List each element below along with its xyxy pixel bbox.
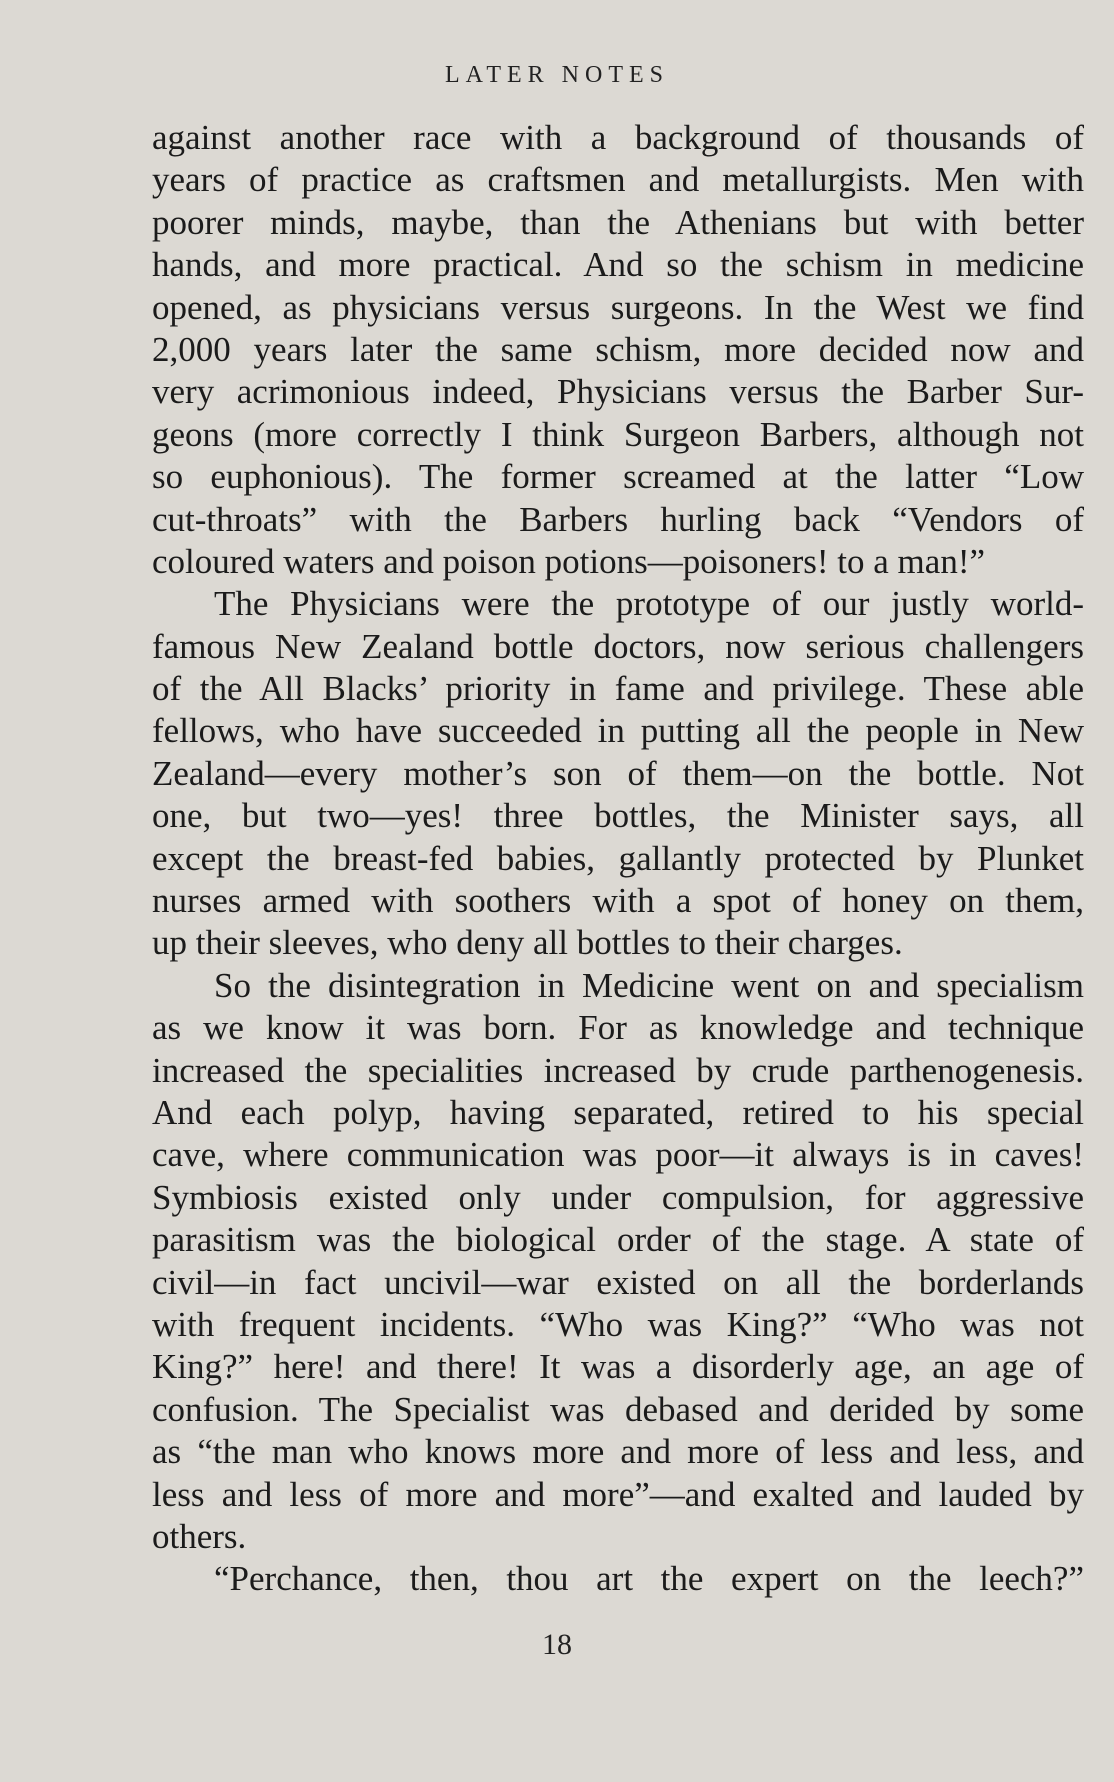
- text-line: “Perchance, then, thou art the expert on the leech?”: [214, 1559, 1084, 1599]
- text-line: Zealand—every mother’s son of them—on the bottle. Not: [152, 753, 1084, 793]
- text-line: opened, as physicians versus surgeons. In the West we find: [152, 287, 1084, 327]
- text-line: confusion. The Specialist was debased and derided by some: [152, 1389, 1084, 1429]
- text-line: fellows, who have succeeded in putting all the people in New: [152, 711, 1084, 751]
- text-line: nurses armed with soothers with a spot of honey on them,: [152, 881, 1084, 921]
- text-line: The Physicians were the prototype of our justly world-: [214, 584, 1084, 624]
- text-line: Symbiosis existed only under compulsion, for aggressive: [152, 1177, 1084, 1217]
- text-line: against another race with a background of thousands of: [152, 118, 1084, 157]
- text-line: parasitism was the biological order of the stage. A state of: [152, 1220, 1084, 1260]
- text-line: cut-throats” with the Barbers hurling back “Vendors of: [152, 499, 1084, 539]
- text-line: geons (more correctly I think Surgeon Barbers, although not: [152, 414, 1084, 454]
- text-line: as we know it was born. For as knowledge and technique: [152, 1008, 1084, 1048]
- text-line: less and less of more and more”—and exalted and lauded by: [152, 1474, 1084, 1514]
- text-line: cave, where communication was poor—it always is in caves!: [152, 1135, 1084, 1175]
- text-line: increased the specialities increased by crude parthenogenesis.: [152, 1050, 1084, 1090]
- text-line: except the breast-fed babies, gallantly protected by Plunket: [152, 838, 1084, 878]
- running-head: LATER NOTES: [445, 62, 669, 88]
- text-line: of the All Blacks’ priority in fame and privilege. These able: [152, 669, 1084, 709]
- text-line: civil—in fact uncivil—war existed on all the borderlands: [152, 1262, 1084, 1302]
- text-line: years of practice as craftsmen and metallurgists. Men with: [152, 160, 1084, 200]
- text-line: one, but two—yes! three bottles, the Minister says, all: [152, 796, 1084, 836]
- page-number: 18: [542, 1628, 572, 1661]
- text-line: So the disintegration in Medicine went on and specialism: [214, 965, 1084, 1005]
- text-line: famous New Zealand bottle doctors, now serious challengers: [152, 626, 1084, 666]
- text-line: up their sleeves, who deny all bottles to their charges.: [152, 923, 903, 963]
- text-line: poorer minds, maybe, than the Athenians but with better: [152, 202, 1084, 242]
- text-line: with frequent incidents. “Who was King?” “Who was not: [152, 1304, 1084, 1344]
- text-line: King?” here! and there! It was a disorderly age, an age of: [152, 1347, 1084, 1387]
- text-line: 2,000 years later the same schism, more decided now and: [152, 329, 1084, 369]
- text-line: so euphonious). The former screamed at the latter “Low: [152, 457, 1084, 497]
- text-line: hands, and more practical. And so the schism in medicine: [152, 245, 1084, 285]
- text-line: coloured waters and poison potions—poisoners! to a man!”: [152, 541, 986, 581]
- text-line: as “the man who knows more and more of less and less, and: [152, 1432, 1084, 1472]
- body-text: [152, 117, 1084, 1601]
- text-line: very acrimonious indeed, Physicians versus the Barber Sur-: [152, 372, 1084, 412]
- text-line: others.: [152, 1516, 247, 1556]
- text-line: And each polyp, having separated, retired to his special: [152, 1092, 1084, 1132]
